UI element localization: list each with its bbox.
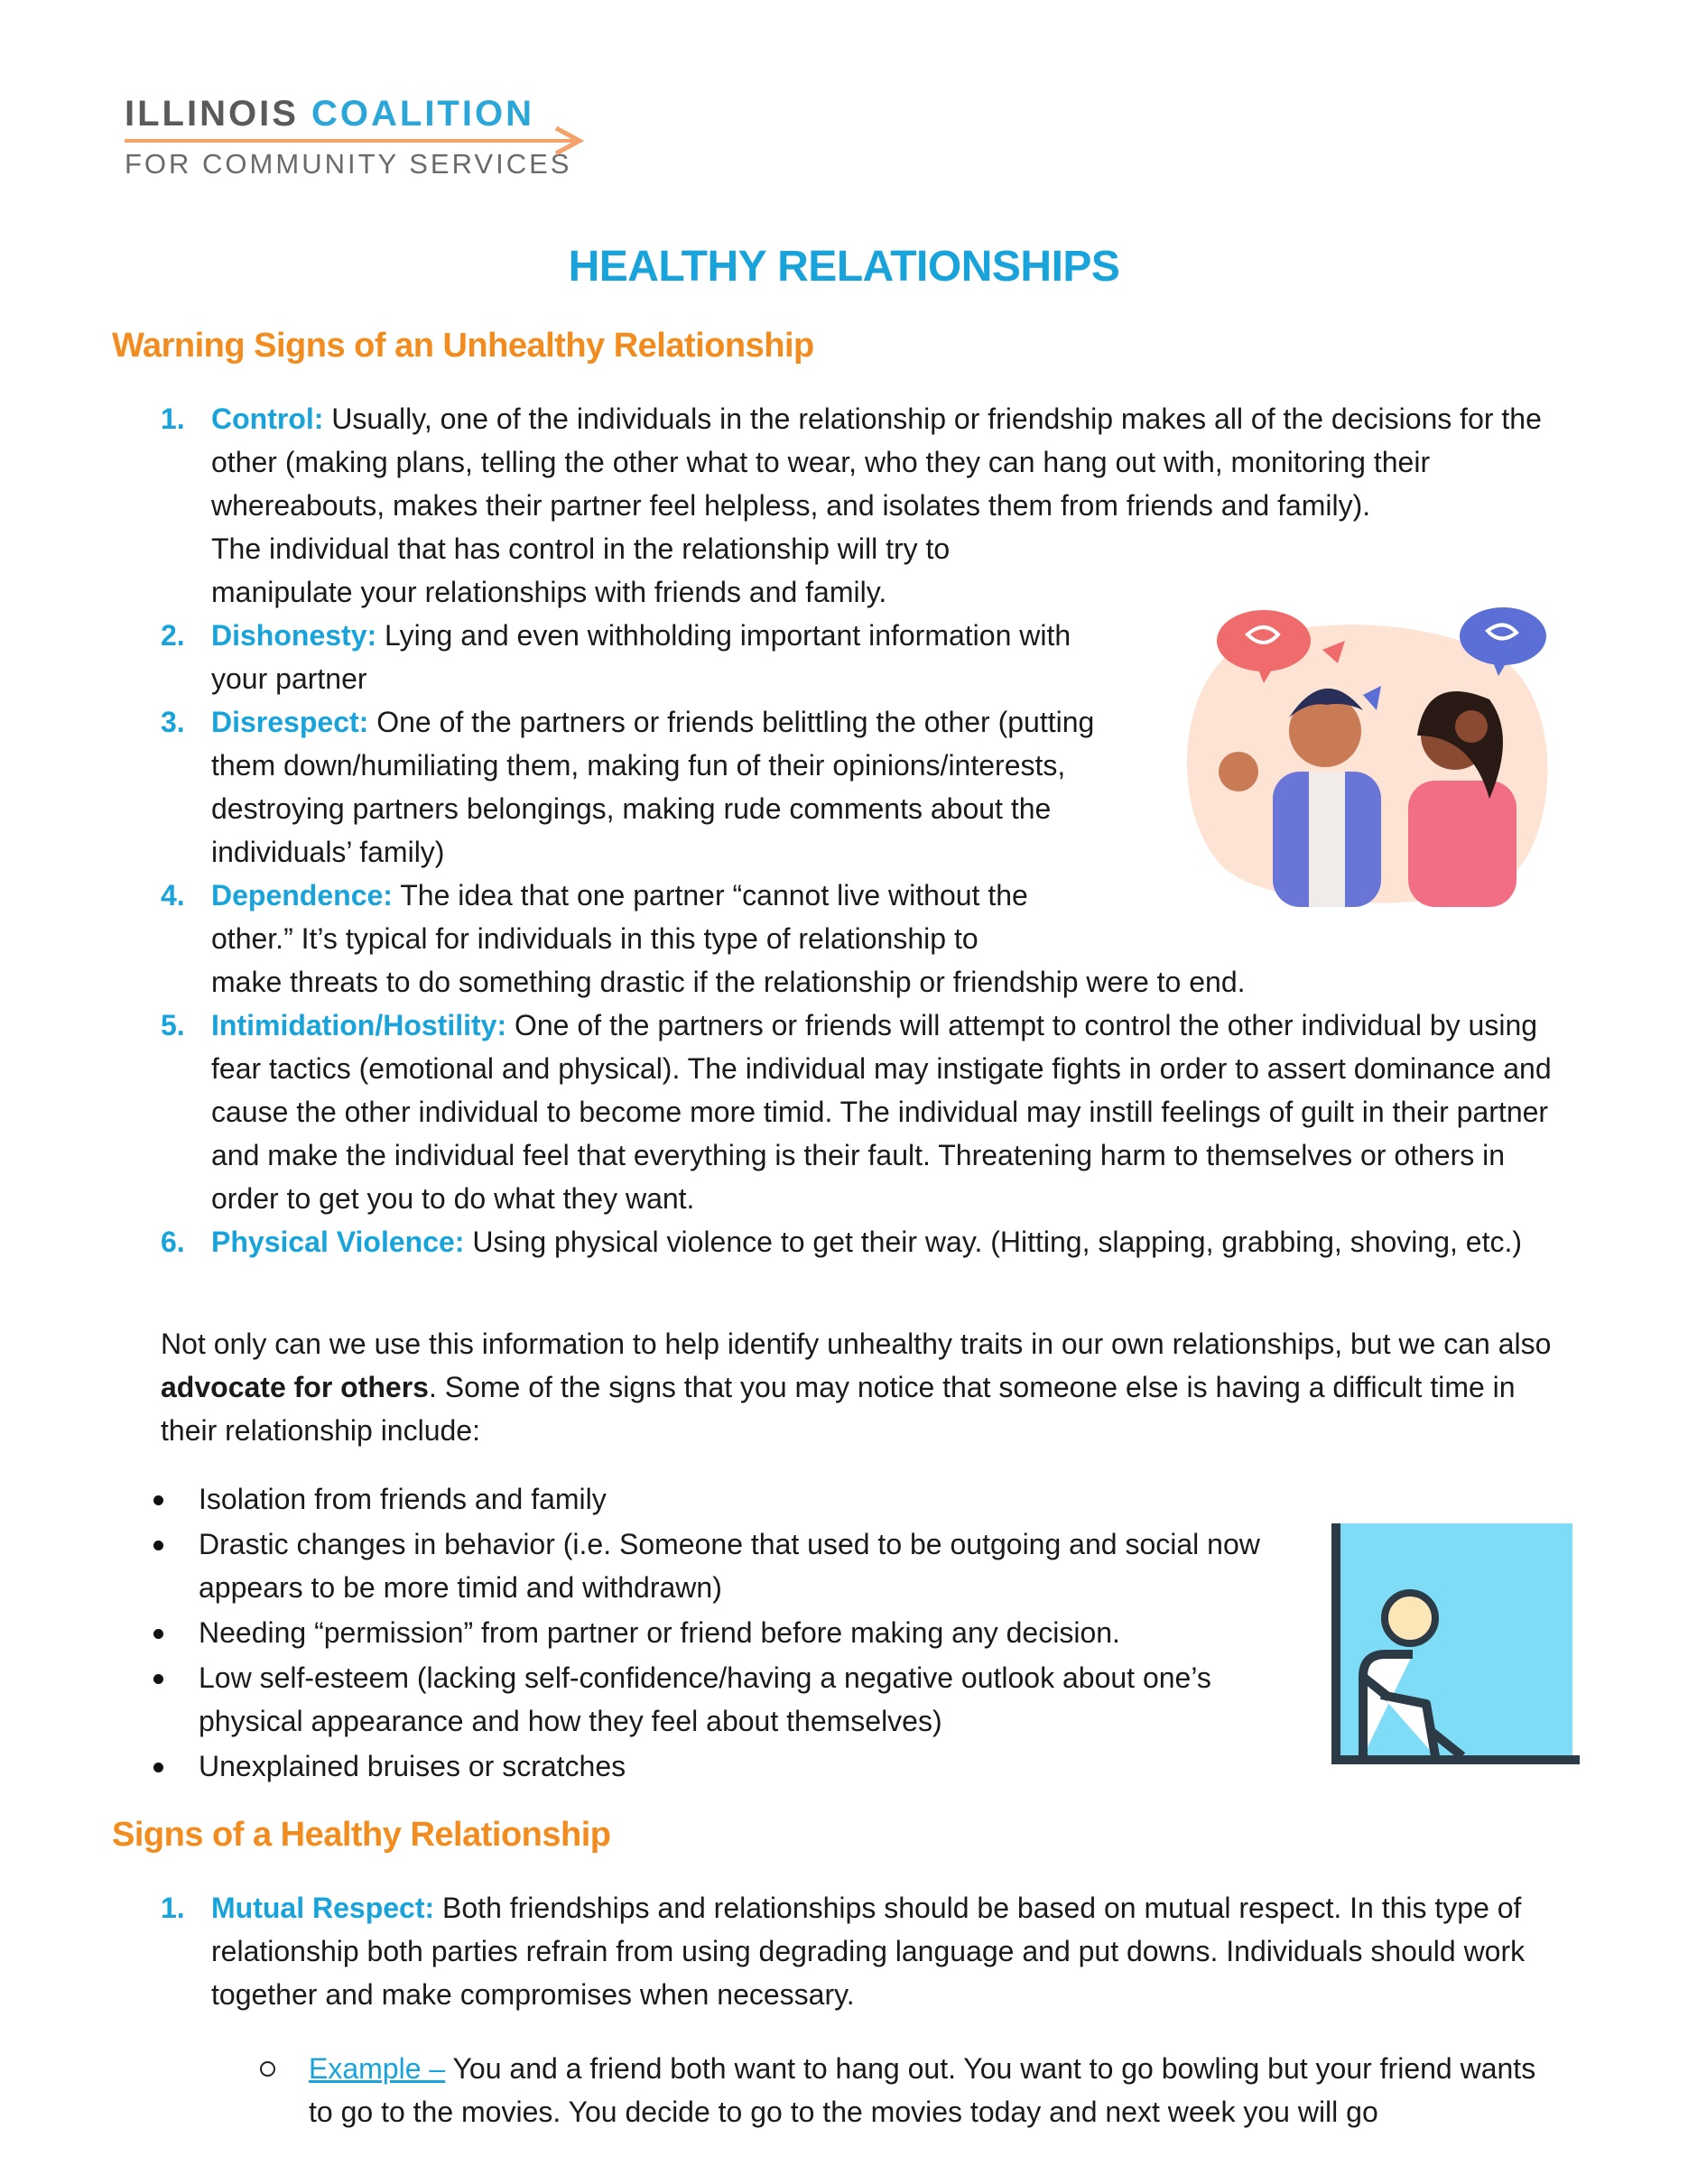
item-text-continued: make threats to do something drastic if the relationship or friendship were to end. [211, 966, 1246, 998]
item-term: Control: [211, 403, 324, 435]
example-text: You and a friend both want to hang out. You want to go bowling but your friend wants to go to the movies. You decide to go to the movies today and next week you will go [309, 2052, 1536, 2128]
advocate-text-before: Not only can we use this information to help identify unhealthy traits in our own relationships, but we can also [161, 1328, 1552, 1360]
item-number: 6. [161, 1226, 185, 1258]
sign-text: Isolation from friends and family [199, 1483, 607, 1515]
list-item [161, 1220, 1569, 1263]
list-item [153, 1477, 1264, 1521]
item-text: Both friendships and relationships should be based on mutual respect. In this type of relationship both parties refrain from using degrading language and put downs. Individuals should work together and make compromises when necessary. [211, 1892, 1526, 2011]
warning-signs-heading: Warning Signs of an Unhealthy Relationship [112, 327, 814, 365]
list-item [153, 1656, 1264, 1743]
list-item [161, 1886, 1569, 2016]
advocate-bold: advocate for others [161, 1371, 429, 1403]
item-number: 1. [161, 1892, 185, 1924]
bullet-icon [153, 1541, 163, 1550]
organization-logo [125, 94, 594, 184]
item-term: Dishonesty: [211, 619, 377, 652]
sign-text: Low self-esteem (lacking self-confidence/having a negative outlook about one’s physical appearance and how they feel about themselves) [199, 1661, 1211, 1737]
logo-word-illinois: ILLINOIS [125, 94, 311, 134]
item-text-continued: The individual that has control in the relationship will try to manipulate your relationships with friends and family. [211, 532, 951, 608]
logo-line-2: FOR COMMUNITY SERVICES [125, 148, 572, 180]
advocate-text-after: . Some of the signs that you may notice that someone else is having a difficult time in their relationship include: [161, 1371, 1516, 1447]
item-text: Using physical violence to get their way. (Hitting, slapping, grabbing, shoving, etc.) [464, 1226, 1522, 1258]
logo-word-coalition: COALITION [311, 94, 534, 134]
list-item [153, 1522, 1264, 1609]
hollow-bullet-icon [260, 2061, 275, 2077]
list-item [153, 1744, 1264, 1788]
item-text: Lying and even withholding important information with your partner [211, 619, 1071, 695]
logo-arrow-icon [125, 121, 594, 157]
bullet-icon [153, 1629, 163, 1639]
item-number: 1. [161, 403, 185, 435]
item-term: Dependence: [211, 879, 393, 912]
bullet-icon [153, 1763, 163, 1772]
item-number: 3. [161, 706, 185, 738]
item-text: One of the partners or friends belittling the other (putting them down/humiliating them, making fun of their opinions/interests, destroying partners belongings, making rude comments about the individuals’ family) [211, 706, 1095, 868]
advocate-paragraph [161, 1322, 1569, 1452]
healthy-relationship-heading: Signs of a Healthy Relationship [112, 1816, 611, 1854]
sad-person-icon [1327, 1523, 1580, 1767]
item-term: Disrespect: [211, 706, 369, 738]
item-term: Intimidation/Hostility: [211, 1009, 507, 1041]
sign-text: Needing “permission” from partner or friend before making any decision. [199, 1616, 1120, 1649]
bullet-icon [153, 1674, 163, 1684]
item-text: The idea that one partner “cannot live without the other.” It’s typical for individuals in this type of relationship to [211, 879, 1028, 955]
list-item [153, 1611, 1264, 1654]
bullet-icon [153, 1495, 163, 1505]
signs-list [153, 1477, 1264, 1790]
list-item [161, 397, 1569, 614]
item-term: Physical Violence: [211, 1226, 465, 1258]
healthy-signs-list [161, 1886, 1569, 2016]
item-number: 4. [161, 879, 185, 912]
page-title: HEALTHY RELATIONSHIPS [568, 243, 1120, 291]
item-number: 2. [161, 619, 185, 652]
item-number: 5. [161, 1009, 185, 1041]
arguing-couple-illustration [1173, 600, 1562, 912]
sign-text: Unexplained bruises or scratches [199, 1750, 626, 1782]
example-sublist [260, 2047, 1551, 2133]
example-link[interactable]: Example – [309, 2052, 446, 2085]
item-term: Mutual Respect: [211, 1892, 435, 1924]
item-text: One of the partners or friends will attempt to control the other individual by using fear tactics (emotional and physical). The individual may instigate fights in order to assert dominance and cause the other individual to become more timid. The individual may instill feelings of guilt in their partner and make the individual feel that everything is their fault. Threatening harm to themselves or others in order to get you to do what they want. [211, 1009, 1552, 1215]
list-item [260, 2047, 1551, 2133]
sign-text: Drastic changes in behavior (i.e. Someone that used to be outgoing and social now appears to be more timid and withdrawn) [199, 1528, 1260, 1604]
item-text: Usually, one of the individuals in the relationship or friendship makes all of the decisions for the other (making plans, telling the other what to wear, who they can hang out with, monitoring their whereabouts, makes their partner feel helpless, and isolates them from friends and family). [211, 403, 1542, 522]
list-item [161, 1004, 1569, 1220]
